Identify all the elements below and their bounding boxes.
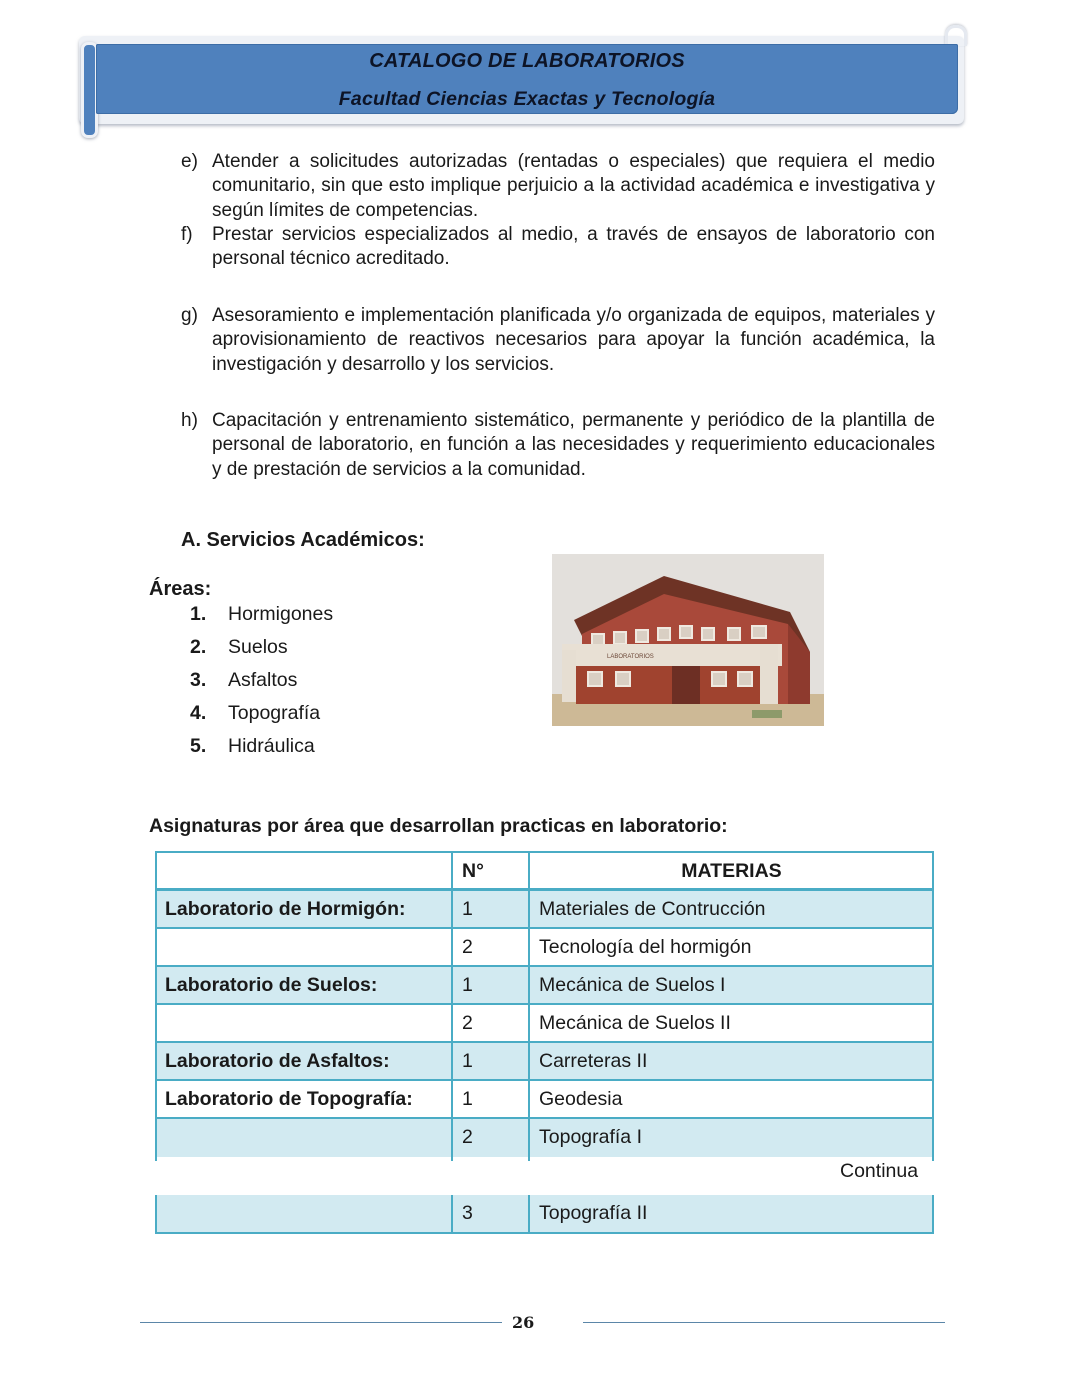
subjects-table-continued <box>155 1195 934 1234</box>
table-border <box>528 851 530 1161</box>
area-number: 5. <box>190 735 207 757</box>
table-continuation-label: Continua <box>840 1160 919 1182</box>
list-marker: e) <box>181 151 198 172</box>
table-border <box>451 851 453 1161</box>
lab-name <box>155 1195 452 1232</box>
area-item <box>190 669 297 692</box>
table-row <box>155 1005 934 1043</box>
table-border <box>932 851 934 1161</box>
subject-number: 1 <box>462 1050 473 1072</box>
table-border <box>451 1195 453 1234</box>
subject-name: Mecánica de Suelos I <box>539 974 726 996</box>
document-subtitle: Facultad Ciencias Exactas y Tecnología <box>338 88 716 110</box>
area-item <box>190 702 320 725</box>
table-row <box>155 967 934 1005</box>
table-header-row <box>155 851 934 891</box>
table-row <box>155 891 934 929</box>
list-item-text: Atender a solicitudes autorizadas (rentadas o especiales) que requiera el medio comunitario, sin que esto implique perjuicio a la actividad académica e investigativa y según límites de competencias. <box>212 151 935 221</box>
header-cell-lab <box>155 853 452 888</box>
header-cell-number: N° <box>462 860 484 882</box>
section-heading: A. Servicios Académicos: <box>181 529 425 551</box>
subject-name: Topografía I <box>539 1126 642 1148</box>
lab-name: Laboratorio de Topografía: <box>165 1088 413 1110</box>
subject-number: 1 <box>462 898 473 920</box>
table-border <box>932 1195 934 1234</box>
svg-text:LABORATORIOS: LABORATORIOS <box>607 654 654 660</box>
list-item-f <box>181 223 935 272</box>
table-border <box>155 1195 157 1234</box>
lab-name <box>155 929 452 965</box>
subject-name: Tecnología del hormigón <box>539 936 752 958</box>
lab-name <box>155 1005 452 1041</box>
area-name: Hormigones <box>228 603 334 625</box>
table-row <box>155 929 934 967</box>
table-title: Asignaturas por área que desarrollan practicas en laboratorio: <box>149 815 728 837</box>
subject-number: 2 <box>462 936 473 958</box>
lab-name: Laboratorio de Hormigón: <box>165 898 406 920</box>
document-title: CATALOGO DE LABORATORIOS <box>369 50 685 72</box>
area-item <box>190 636 288 659</box>
area-name: Suelos <box>228 636 288 658</box>
header-cell-materias: MATERIAS <box>681 860 782 882</box>
list-marker: h) <box>181 410 198 431</box>
area-item <box>190 735 315 758</box>
subject-name: Mecánica de Suelos II <box>539 1012 731 1034</box>
list-item-text: Capacitación y entrenamiento sistemático, permanente y periódico de la plantilla de personal de laboratorio, en función a las necesidades y requerimiento educacionales y de prestación de servicios a la comunidad. <box>212 410 935 480</box>
area-number: 4. <box>190 702 207 724</box>
table-row <box>155 1081 934 1119</box>
table-row <box>155 1119 934 1157</box>
table-row <box>155 1043 934 1081</box>
subject-number: 1 <box>462 1088 473 1110</box>
lab-name: Laboratorio de Asfaltos: <box>165 1050 390 1072</box>
list-item-h <box>181 409 935 482</box>
area-name: Hidráulica <box>228 735 315 757</box>
table-border <box>528 1195 530 1234</box>
list-item-text: Prestar servicios especializados al medio, a través de ensayos de laboratorio con personal técnico acreditado. <box>212 224 935 270</box>
subject-name: Topografía II <box>539 1202 648 1224</box>
subjects-table <box>155 851 934 1161</box>
area-name: Topografía <box>228 702 321 724</box>
list-marker: f) <box>181 224 193 245</box>
area-item <box>190 603 333 626</box>
area-number: 3. <box>190 669 207 691</box>
subject-number: 1 <box>462 974 473 996</box>
subject-name: Materiales de Contrucción <box>539 898 766 920</box>
lab-name <box>155 1119 452 1157</box>
list-marker: g) <box>181 305 198 326</box>
subject-name: Geodesia <box>539 1088 623 1110</box>
subject-number: 3 <box>462 1202 473 1224</box>
area-number: 1. <box>190 603 207 625</box>
subject-number: 2 <box>462 1012 473 1034</box>
footer-rule-left <box>140 1322 502 1323</box>
table-border <box>155 851 157 1161</box>
lab-name: Laboratorio de Suelos: <box>165 974 378 996</box>
laboratory-building-photo <box>552 554 824 726</box>
banner-scroll-curl <box>945 25 967 46</box>
area-name: Asfaltos <box>228 669 298 691</box>
subject-number: 2 <box>462 1126 473 1148</box>
areas-label: Áreas: <box>149 578 212 600</box>
list-item-g <box>181 304 935 377</box>
building-illustration <box>552 554 824 726</box>
list-item-text: Asesoramiento e implementación planificada y/o organizada de equipos, materiales y aprovisionamiento de reactivos necesarios para apoyar la función académica, la investigación y desarrollo y los servicios. <box>212 305 935 375</box>
footer-rule-right <box>583 1322 945 1323</box>
page-number: 26 <box>512 1313 535 1332</box>
list-item-e <box>181 150 935 223</box>
area-number: 2. <box>190 636 207 658</box>
subject-name: Carreteras II <box>539 1050 648 1072</box>
table-row <box>155 1195 934 1234</box>
